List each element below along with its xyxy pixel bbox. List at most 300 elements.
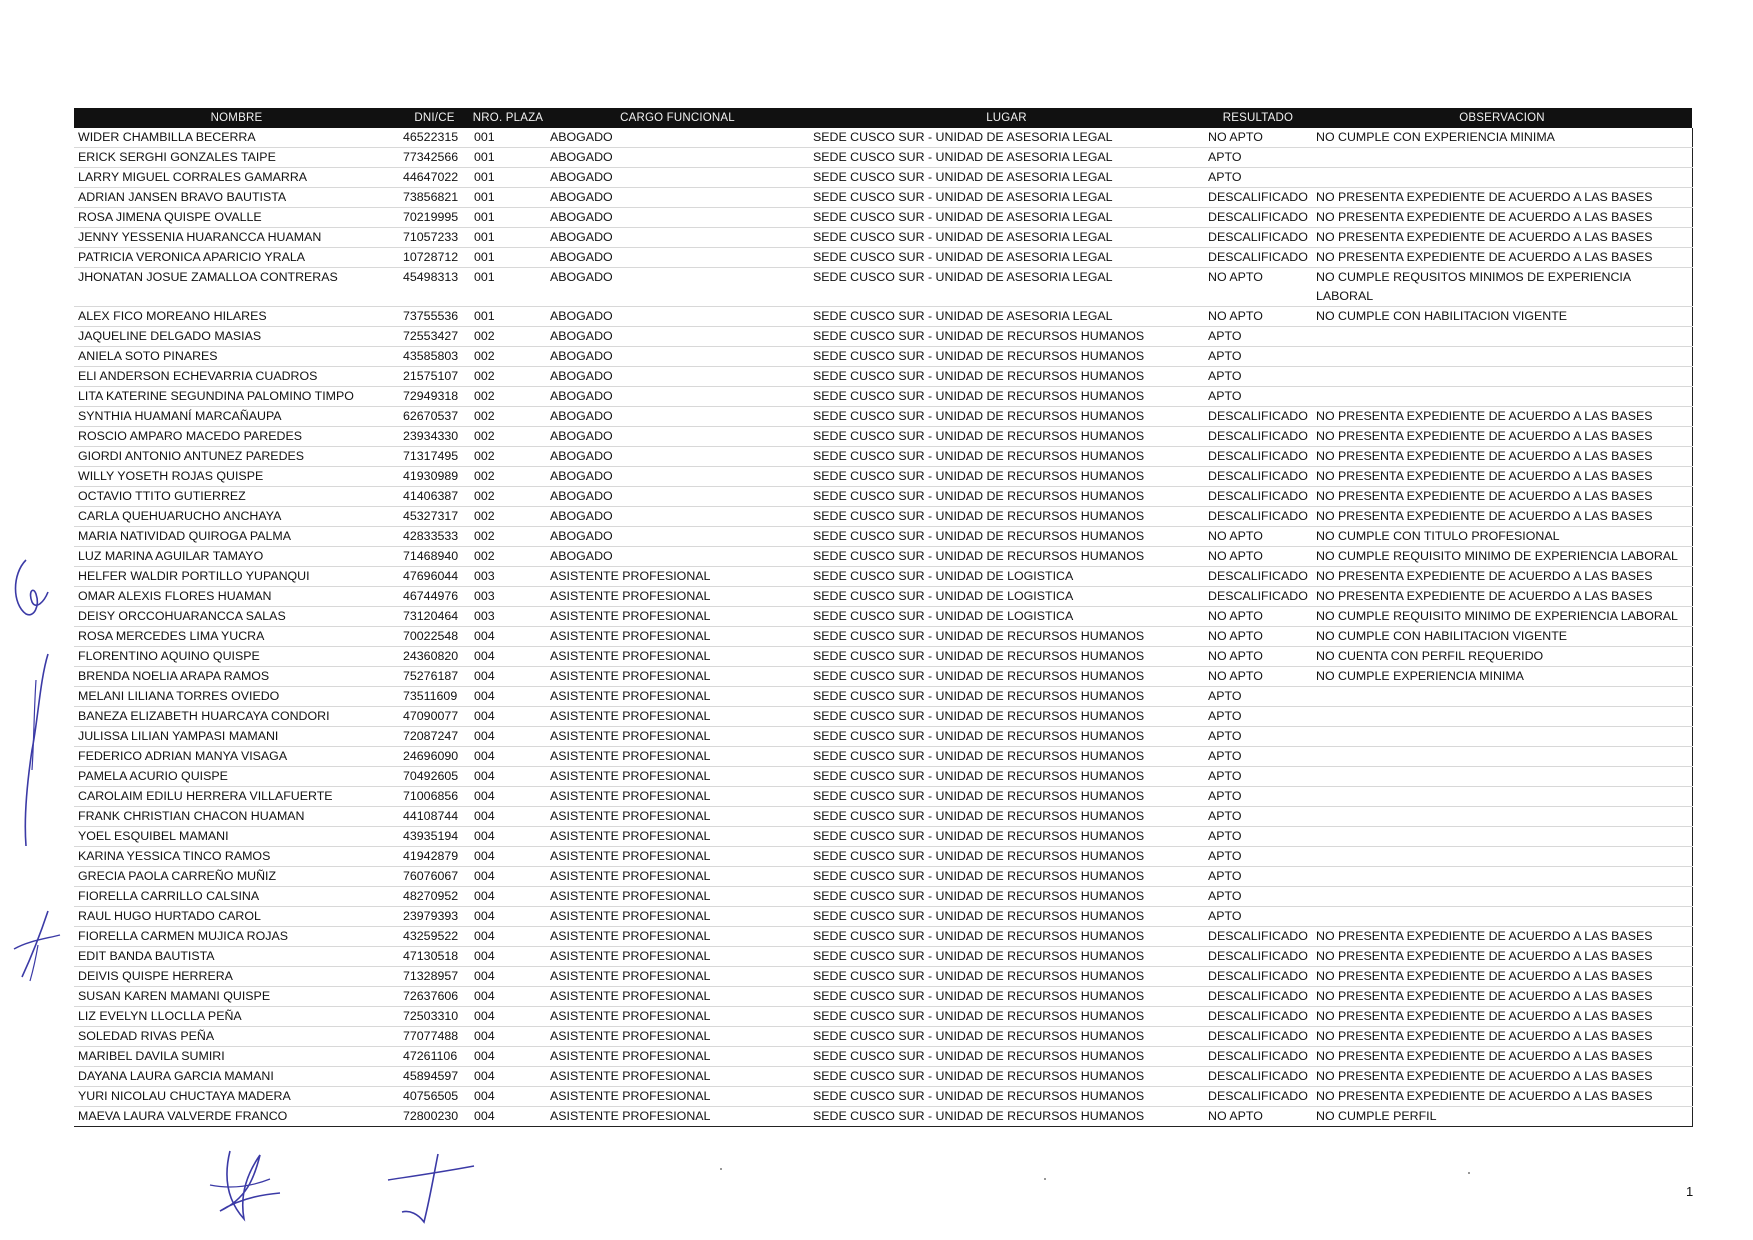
cell-cargo: ABOGADO: [546, 228, 809, 248]
cell-name: DEISY ORCCOHUARANCCA SALAS: [74, 607, 399, 627]
table-row: [74, 208, 1692, 228]
cell-lugar: SEDE CUSCO SUR - UNIDAD DE RECURSOS HUMANOS: [809, 1007, 1204, 1027]
cell-name: LARRY MIGUEL CORRALES GAMARRA: [74, 168, 399, 188]
cell-name: LIZ EVELYN LLOCLLA PEÑA: [74, 1007, 399, 1027]
cell-lugar: SEDE CUSCO SUR - UNIDAD DE ASESORIA LEGAL: [809, 208, 1204, 228]
cell-plaza: 003: [470, 607, 546, 627]
cell-observacion: [1312, 847, 1692, 867]
cell-plaza: 004: [470, 787, 546, 807]
cell-plaza: 002: [470, 347, 546, 367]
cell-dni: 43935194: [399, 827, 470, 847]
cell-name: KARINA YESSICA TINCO RAMOS: [74, 847, 399, 867]
cell-lugar: SEDE CUSCO SUR - UNIDAD DE RECURSOS HUMANOS: [809, 927, 1204, 947]
cell-name: ERICK SERGHI GONZALES TAIPE: [74, 148, 399, 168]
cell-resultado: NO APTO: [1204, 527, 1312, 547]
cell-lugar: SEDE CUSCO SUR - UNIDAD DE ASESORIA LEGAL: [809, 268, 1204, 307]
table-row: [74, 567, 1692, 587]
scan-speck: [1468, 1172, 1470, 1174]
cell-dni: 70219995: [399, 208, 470, 228]
cell-name: PATRICIA VERONICA APARICIO YRALA: [74, 248, 399, 268]
cell-cargo: ABOGADO: [546, 148, 809, 168]
cell-dni: 73120464: [399, 607, 470, 627]
cell-cargo: ABOGADO: [546, 268, 809, 307]
cell-lugar: SEDE CUSCO SUR - UNIDAD DE RECURSOS HUMANOS: [809, 807, 1204, 827]
cell-name: MELANI LILIANA TORRES OVIEDO: [74, 687, 399, 707]
cell-name: CARLA QUEHUARUCHO ANCHAYA: [74, 507, 399, 527]
cell-observacion: NO CUMPLE CON HABILITACION VIGENTE: [1312, 627, 1692, 647]
cell-observacion: NO PRESENTA EXPEDIENTE DE ACUERDO A LAS BASES: [1312, 1007, 1692, 1027]
cell-plaza: 001: [470, 148, 546, 168]
cell-observacion: [1312, 867, 1692, 887]
cell-name: JAQUELINE DELGADO MASIAS: [74, 327, 399, 347]
table-row: [74, 128, 1692, 148]
cell-lugar: SEDE CUSCO SUR - UNIDAD DE RECURSOS HUMANOS: [809, 407, 1204, 427]
cell-cargo: ABOGADO: [546, 467, 809, 487]
cell-dni: 72637606: [399, 987, 470, 1007]
cell-observacion: NO PRESENTA EXPEDIENTE DE ACUERDO A LAS BASES: [1312, 228, 1692, 248]
cell-dni: 23934330: [399, 427, 470, 447]
cell-dni: 71317495: [399, 447, 470, 467]
header-observacion: OBSERVACION: [1312, 108, 1692, 128]
cell-lugar: SEDE CUSCO SUR - UNIDAD DE RECURSOS HUMANOS: [809, 947, 1204, 967]
cell-plaza: 004: [470, 707, 546, 727]
table-header-row: [74, 108, 1692, 128]
cell-plaza: 002: [470, 387, 546, 407]
cell-cargo: ASISTENTE PROFESIONAL: [546, 627, 809, 647]
cell-cargo: ASISTENTE PROFESIONAL: [546, 727, 809, 747]
cell-dni: 71057233: [399, 228, 470, 248]
cell-plaza: 002: [470, 327, 546, 347]
cell-resultado: APTO: [1204, 867, 1312, 887]
table-row: [74, 607, 1692, 627]
cell-plaza: 004: [470, 1067, 546, 1087]
cell-dni: 73856821: [399, 188, 470, 208]
cell-observacion: [1312, 807, 1692, 827]
cell-name: ADRIAN JANSEN BRAVO BAUTISTA: [74, 188, 399, 208]
cell-dni: 44108744: [399, 807, 470, 827]
cell-plaza: 004: [470, 987, 546, 1007]
cell-name: DEIVIS QUISPE HERRERA: [74, 967, 399, 987]
cell-name: FIORELLA CARMEN MUJICA ROJAS: [74, 927, 399, 947]
header-lugar: LUGAR: [809, 108, 1204, 128]
cell-dni: 45327317: [399, 507, 470, 527]
cell-lugar: SEDE CUSCO SUR - UNIDAD DE RECURSOS HUMANOS: [809, 367, 1204, 387]
cell-resultado: APTO: [1204, 747, 1312, 767]
cell-lugar: SEDE CUSCO SUR - UNIDAD DE LOGISTICA: [809, 607, 1204, 627]
cell-observacion: [1312, 747, 1692, 767]
cell-observacion: [1312, 387, 1692, 407]
cell-plaza: 001: [470, 128, 546, 148]
table-row: [74, 307, 1692, 327]
cell-lugar: SEDE CUSCO SUR - UNIDAD DE RECURSOS HUMANOS: [809, 467, 1204, 487]
cell-observacion: NO CUENTA CON PERFIL REQUERIDO: [1312, 647, 1692, 667]
cell-name: FIORELLA CARRILLO CALSINA: [74, 887, 399, 907]
table-row: [74, 667, 1692, 687]
cell-lugar: SEDE CUSCO SUR - UNIDAD DE RECURSOS HUMANOS: [809, 387, 1204, 407]
cell-dni: 42833533: [399, 527, 470, 547]
cell-dni: 47090077: [399, 707, 470, 727]
cell-lugar: SEDE CUSCO SUR - UNIDAD DE RECURSOS HUMANOS: [809, 707, 1204, 727]
cell-lugar: SEDE CUSCO SUR - UNIDAD DE RECURSOS HUMANOS: [809, 767, 1204, 787]
table-row: [74, 907, 1692, 927]
cell-cargo: ASISTENTE PROFESIONAL: [546, 647, 809, 667]
cell-observacion: NO PRESENTA EXPEDIENTE DE ACUERDO A LAS BASES: [1312, 507, 1692, 527]
table-row: [74, 1087, 1692, 1107]
cell-name: HELFER WALDIR PORTILLO YUPANQUI: [74, 567, 399, 587]
cell-lugar: SEDE CUSCO SUR - UNIDAD DE RECURSOS HUMANOS: [809, 747, 1204, 767]
table-row: [74, 627, 1692, 647]
cell-resultado: APTO: [1204, 767, 1312, 787]
cell-plaza: 004: [470, 847, 546, 867]
cell-plaza: 002: [470, 487, 546, 507]
cell-plaza: 004: [470, 1007, 546, 1027]
cell-observacion: [1312, 767, 1692, 787]
cell-observacion: [1312, 347, 1692, 367]
table-row: [74, 427, 1692, 447]
cell-observacion: NO PRESENTA EXPEDIENTE DE ACUERDO A LAS BASES: [1312, 188, 1692, 208]
cell-plaza: 002: [470, 547, 546, 567]
signature-bottom-left-icon: [200, 1145, 290, 1225]
cell-lugar: SEDE CUSCO SUR - UNIDAD DE ASESORIA LEGAL: [809, 128, 1204, 148]
table-row: [74, 387, 1692, 407]
table-row: [74, 248, 1692, 268]
results-sheet: [74, 108, 1692, 1127]
cell-dni: 77342566: [399, 148, 470, 168]
cell-resultado: DESCALIFICADO: [1204, 427, 1312, 447]
cell-plaza: 002: [470, 447, 546, 467]
cell-resultado: DESCALIFICADO: [1204, 467, 1312, 487]
cell-plaza: 002: [470, 467, 546, 487]
cell-observacion: NO PRESENTA EXPEDIENTE DE ACUERDO A LAS BASES: [1312, 487, 1692, 507]
cell-resultado: APTO: [1204, 367, 1312, 387]
results-table: [74, 108, 1693, 1127]
cell-resultado: DESCALIFICADO: [1204, 507, 1312, 527]
cell-observacion: [1312, 367, 1692, 387]
cell-cargo: ASISTENTE PROFESIONAL: [546, 1007, 809, 1027]
cell-resultado: APTO: [1204, 687, 1312, 707]
cell-lugar: SEDE CUSCO SUR - UNIDAD DE RECURSOS HUMANOS: [809, 487, 1204, 507]
cell-name: LITA KATERINE SEGUNDINA PALOMINO TIMPO: [74, 387, 399, 407]
table-row: [74, 228, 1692, 248]
cell-lugar: SEDE CUSCO SUR - UNIDAD DE RECURSOS HUMANOS: [809, 887, 1204, 907]
cell-name: PAMELA ACURIO QUISPE: [74, 767, 399, 787]
cell-name: ANIELA SOTO PINARES: [74, 347, 399, 367]
table-row: [74, 527, 1692, 547]
cell-cargo: ASISTENTE PROFESIONAL: [546, 827, 809, 847]
table-row: [74, 747, 1692, 767]
cell-cargo: ASISTENTE PROFESIONAL: [546, 1027, 809, 1047]
cell-name: JHONATAN JOSUE ZAMALLOA CONTRERAS: [74, 268, 399, 307]
cell-name: DAYANA LAURA GARCIA MAMANI: [74, 1067, 399, 1087]
cell-plaza: 004: [470, 747, 546, 767]
cell-dni: 72087247: [399, 727, 470, 747]
cell-cargo: ABOGADO: [546, 487, 809, 507]
cell-dni: 46522315: [399, 128, 470, 148]
cell-observacion: [1312, 787, 1692, 807]
cell-dni: 24696090: [399, 747, 470, 767]
signature-bottom-right-icon: [380, 1150, 480, 1230]
cell-cargo: ABOGADO: [546, 387, 809, 407]
cell-plaza: 004: [470, 907, 546, 927]
cell-dni: 41930989: [399, 467, 470, 487]
cell-observacion: [1312, 887, 1692, 907]
cell-lugar: SEDE CUSCO SUR - UNIDAD DE RECURSOS HUMANOS: [809, 1087, 1204, 1107]
cell-plaza: 003: [470, 567, 546, 587]
cell-observacion: NO PRESENTA EXPEDIENTE DE ACUERDO A LAS BASES: [1312, 447, 1692, 467]
cell-name: ROSCIO AMPARO MACEDO PAREDES: [74, 427, 399, 447]
cell-lugar: SEDE CUSCO SUR - UNIDAD DE RECURSOS HUMANOS: [809, 447, 1204, 467]
cell-observacion: NO PRESENTA EXPEDIENTE DE ACUERDO A LAS BASES: [1312, 1047, 1692, 1067]
cell-plaza: 004: [470, 807, 546, 827]
cell-resultado: APTO: [1204, 387, 1312, 407]
cell-observacion: NO PRESENTA EXPEDIENTE DE ACUERDO A LAS BASES: [1312, 967, 1692, 987]
cell-name: ALEX FICO MOREANO HILARES: [74, 307, 399, 327]
cell-lugar: SEDE CUSCO SUR - UNIDAD DE RECURSOS HUMANOS: [809, 847, 1204, 867]
cell-resultado: DESCALIFICADO: [1204, 567, 1312, 587]
cell-cargo: ABOGADO: [546, 547, 809, 567]
cell-lugar: SEDE CUSCO SUR - UNIDAD DE RECURSOS HUMANOS: [809, 627, 1204, 647]
cell-dni: 62670537: [399, 407, 470, 427]
table-row: [74, 847, 1692, 867]
cell-resultado: DESCALIFICADO: [1204, 248, 1312, 268]
cell-resultado: DESCALIFICADO: [1204, 228, 1312, 248]
cell-name: RAUL HUGO HURTADO CAROL: [74, 907, 399, 927]
cell-cargo: ASISTENTE PROFESIONAL: [546, 1087, 809, 1107]
cell-observacion: NO PRESENTA EXPEDIENTE DE ACUERDO A LAS BASES: [1312, 427, 1692, 447]
cell-resultado: APTO: [1204, 807, 1312, 827]
cell-dni: 73755536: [399, 307, 470, 327]
cell-dni: 21575107: [399, 367, 470, 387]
cell-observacion: NO PRESENTA EXPEDIENTE DE ACUERDO A LAS BASES: [1312, 927, 1692, 947]
cell-observacion: NO PRESENTA EXPEDIENTE DE ACUERDO A LAS BASES: [1312, 947, 1692, 967]
cell-plaza: 001: [470, 168, 546, 188]
cell-resultado: DESCALIFICADO: [1204, 407, 1312, 427]
header-resultado: RESULTADO: [1204, 108, 1312, 128]
header-cargo: CARGO FUNCIONAL: [546, 108, 809, 128]
cell-cargo: ABOGADO: [546, 128, 809, 148]
signature-stroke-icon: [14, 650, 54, 850]
cell-resultado: APTO: [1204, 707, 1312, 727]
cell-dni: 72949318: [399, 387, 470, 407]
cell-resultado: DESCALIFICADO: [1204, 947, 1312, 967]
table-row: [74, 987, 1692, 1007]
cell-dni: 72800230: [399, 1107, 470, 1127]
cell-name: FLORENTINO AQUINO QUISPE: [74, 647, 399, 667]
cell-name: YOEL ESQUIBEL MAMANI: [74, 827, 399, 847]
cell-cargo: ABOGADO: [546, 427, 809, 447]
table-row: [74, 767, 1692, 787]
cell-lugar: SEDE CUSCO SUR - UNIDAD DE RECURSOS HUMANOS: [809, 1027, 1204, 1047]
cell-dni: 41406387: [399, 487, 470, 507]
cell-resultado: APTO: [1204, 168, 1312, 188]
cell-cargo: ABOGADO: [546, 367, 809, 387]
cell-cargo: ASISTENTE PROFESIONAL: [546, 587, 809, 607]
cell-plaza: 004: [470, 647, 546, 667]
table-row: [74, 1107, 1692, 1127]
cell-name: MARIBEL DAVILA SUMIRI: [74, 1047, 399, 1067]
cell-resultado: DESCALIFICADO: [1204, 487, 1312, 507]
cell-observacion: [1312, 727, 1692, 747]
cell-name: WILLY YOSETH ROJAS QUISPE: [74, 467, 399, 487]
cell-name: ELI ANDERSON ECHEVARRIA CUADROS: [74, 367, 399, 387]
cell-plaza: 004: [470, 667, 546, 687]
cell-plaza: 004: [470, 767, 546, 787]
cell-observacion: NO CUMPLE CON TITULO PROFESIONAL: [1312, 527, 1692, 547]
cell-lugar: SEDE CUSCO SUR - UNIDAD DE RECURSOS HUMANOS: [809, 327, 1204, 347]
table-row: [74, 827, 1692, 847]
cell-lugar: SEDE CUSCO SUR - UNIDAD DE RECURSOS HUMANOS: [809, 907, 1204, 927]
cell-cargo: ASISTENTE PROFESIONAL: [546, 867, 809, 887]
cell-dni: 43585803: [399, 347, 470, 367]
cell-dni: 47130518: [399, 947, 470, 967]
table-row: [74, 967, 1692, 987]
cell-cargo: ASISTENTE PROFESIONAL: [546, 807, 809, 827]
cell-dni: 75276187: [399, 667, 470, 687]
cell-resultado: DESCALIFICADO: [1204, 1067, 1312, 1087]
cell-cargo: ASISTENTE PROFESIONAL: [546, 1067, 809, 1087]
cell-lugar: SEDE CUSCO SUR - UNIDAD DE LOGISTICA: [809, 567, 1204, 587]
cell-name: LUZ MARINA AGUILAR TAMAYO: [74, 547, 399, 567]
cell-cargo: ASISTENTE PROFESIONAL: [546, 567, 809, 587]
cell-resultado: APTO: [1204, 847, 1312, 867]
cell-plaza: 004: [470, 927, 546, 947]
table-row: [74, 1007, 1692, 1027]
signature-initials-icon: [8, 552, 58, 632]
cell-observacion: NO CUMPLE REQUISITO MINIMO DE EXPERIENCIA LABORAL: [1312, 607, 1692, 627]
table-row: [74, 787, 1692, 807]
cell-dni: 70022548: [399, 627, 470, 647]
cell-plaza: 003: [470, 587, 546, 607]
cell-resultado: APTO: [1204, 907, 1312, 927]
table-row: [74, 347, 1692, 367]
cell-name: WIDER CHAMBILLA BECERRA: [74, 128, 399, 148]
cell-resultado: NO APTO: [1204, 1107, 1312, 1127]
cell-observacion: [1312, 148, 1692, 168]
cell-resultado: APTO: [1204, 327, 1312, 347]
cell-plaza: 001: [470, 208, 546, 228]
cell-lugar: SEDE CUSCO SUR - UNIDAD DE RECURSOS HUMANOS: [809, 727, 1204, 747]
cell-resultado: APTO: [1204, 787, 1312, 807]
table-row: [74, 887, 1692, 907]
cell-resultado: DESCALIFICADO: [1204, 1047, 1312, 1067]
cell-plaza: 004: [470, 627, 546, 647]
cell-cargo: ABOGADO: [546, 527, 809, 547]
cell-resultado: DESCALIFICADO: [1204, 1087, 1312, 1107]
cell-dni: 47696044: [399, 567, 470, 587]
cell-lugar: SEDE CUSCO SUR - UNIDAD DE RECURSOS HUMANOS: [809, 787, 1204, 807]
cell-dni: 71328957: [399, 967, 470, 987]
cell-cargo: ASISTENTE PROFESIONAL: [546, 1107, 809, 1127]
table-row: [74, 407, 1692, 427]
cell-observacion: NO CUMPLE PERFIL: [1312, 1107, 1692, 1127]
cell-cargo: ASISTENTE PROFESIONAL: [546, 707, 809, 727]
cell-resultado: APTO: [1204, 827, 1312, 847]
cell-lugar: SEDE CUSCO SUR - UNIDAD DE RECURSOS HUMANOS: [809, 647, 1204, 667]
table-row: [74, 867, 1692, 887]
cell-dni: 44647022: [399, 168, 470, 188]
cell-cargo: ASISTENTE PROFESIONAL: [546, 967, 809, 987]
table-row: [74, 168, 1692, 188]
cell-observacion: NO PRESENTA EXPEDIENTE DE ACUERDO A LAS BASES: [1312, 1067, 1692, 1087]
cell-name: OMAR ALEXIS FLORES HUAMAN: [74, 587, 399, 607]
table-row: [74, 587, 1692, 607]
cell-observacion: NO PRESENTA EXPEDIENTE DE ACUERDO A LAS BASES: [1312, 1087, 1692, 1107]
cell-plaza: 004: [470, 1047, 546, 1067]
cell-plaza: 004: [470, 827, 546, 847]
cell-plaza: 004: [470, 727, 546, 747]
table-row: [74, 487, 1692, 507]
table-row: [74, 727, 1692, 747]
cell-lugar: SEDE CUSCO SUR - UNIDAD DE RECURSOS HUMANOS: [809, 827, 1204, 847]
cell-cargo: ASISTENTE PROFESIONAL: [546, 607, 809, 627]
cell-cargo: ABOGADO: [546, 168, 809, 188]
cell-name: ROSA MERCEDES LIMA YUCRA: [74, 627, 399, 647]
table-row: [74, 1067, 1692, 1087]
cell-dni: 77077488: [399, 1027, 470, 1047]
cell-plaza: 001: [470, 228, 546, 248]
cell-cargo: ASISTENTE PROFESIONAL: [546, 687, 809, 707]
cell-resultado: APTO: [1204, 347, 1312, 367]
cell-cargo: ABOGADO: [546, 447, 809, 467]
cell-lugar: SEDE CUSCO SUR - UNIDAD DE ASESORIA LEGAL: [809, 188, 1204, 208]
cell-lugar: SEDE CUSCO SUR - UNIDAD DE RECURSOS HUMANOS: [809, 347, 1204, 367]
table-row: [74, 707, 1692, 727]
cell-cargo: ASISTENTE PROFESIONAL: [546, 787, 809, 807]
cell-resultado: DESCALIFICADO: [1204, 208, 1312, 228]
table-row: [74, 188, 1692, 208]
cell-resultado: NO APTO: [1204, 627, 1312, 647]
cell-observacion: NO PRESENTA EXPEDIENTE DE ACUERDO A LAS BASES: [1312, 1027, 1692, 1047]
cell-name: JULISSA LILIAN YAMPASI MAMANI: [74, 727, 399, 747]
cell-resultado: APTO: [1204, 727, 1312, 747]
cell-observacion: [1312, 707, 1692, 727]
table-row: [74, 507, 1692, 527]
cell-lugar: SEDE CUSCO SUR - UNIDAD DE ASESORIA LEGAL: [809, 248, 1204, 268]
cell-observacion: NO CUMPLE REQUISITO MINIMO DE EXPERIENCIA LABORAL: [1312, 547, 1692, 567]
cell-lugar: SEDE CUSCO SUR - UNIDAD DE RECURSOS HUMANOS: [809, 1107, 1204, 1127]
cell-cargo: ABOGADO: [546, 248, 809, 268]
cell-resultado: NO APTO: [1204, 547, 1312, 567]
cell-name: FEDERICO ADRIAN MANYA VISAGA: [74, 747, 399, 767]
cell-cargo: ASISTENTE PROFESIONAL: [546, 947, 809, 967]
cell-plaza: 002: [470, 407, 546, 427]
cell-observacion: NO CUMPLE CON EXPERIENCIA MINIMA: [1312, 128, 1692, 148]
cell-lugar: SEDE CUSCO SUR - UNIDAD DE RECURSOS HUMANOS: [809, 687, 1204, 707]
signature-flourish-icon: [8, 905, 68, 985]
cell-lugar: SEDE CUSCO SUR - UNIDAD DE ASESORIA LEGAL: [809, 228, 1204, 248]
cell-lugar: SEDE CUSCO SUR - UNIDAD DE RECURSOS HUMANOS: [809, 1047, 1204, 1067]
table-row: [74, 807, 1692, 827]
cell-name: ROSA JIMENA QUISPE OVALLE: [74, 208, 399, 228]
cell-plaza: 002: [470, 367, 546, 387]
cell-name: BRENDA NOELIA ARAPA RAMOS: [74, 667, 399, 687]
table-row: [74, 467, 1692, 487]
cell-dni: 70492605: [399, 767, 470, 787]
cell-plaza: 004: [470, 1027, 546, 1047]
cell-cargo: ASISTENTE PROFESIONAL: [546, 1047, 809, 1067]
cell-observacion: NO CUMPLE CON HABILITACION VIGENTE: [1312, 307, 1692, 327]
cell-cargo: ASISTENTE PROFESIONAL: [546, 907, 809, 927]
cell-dni: 72503310: [399, 1007, 470, 1027]
cell-cargo: ABOGADO: [546, 407, 809, 427]
cell-lugar: SEDE CUSCO SUR - UNIDAD DE RECURSOS HUMANOS: [809, 867, 1204, 887]
cell-resultado: NO APTO: [1204, 607, 1312, 627]
table-row: [74, 367, 1692, 387]
header-dni: DNI/CE: [399, 108, 470, 128]
cell-lugar: SEDE CUSCO SUR - UNIDAD DE LOGISTICA: [809, 587, 1204, 607]
cell-cargo: ASISTENTE PROFESIONAL: [546, 667, 809, 687]
cell-dni: 48270952: [399, 887, 470, 907]
